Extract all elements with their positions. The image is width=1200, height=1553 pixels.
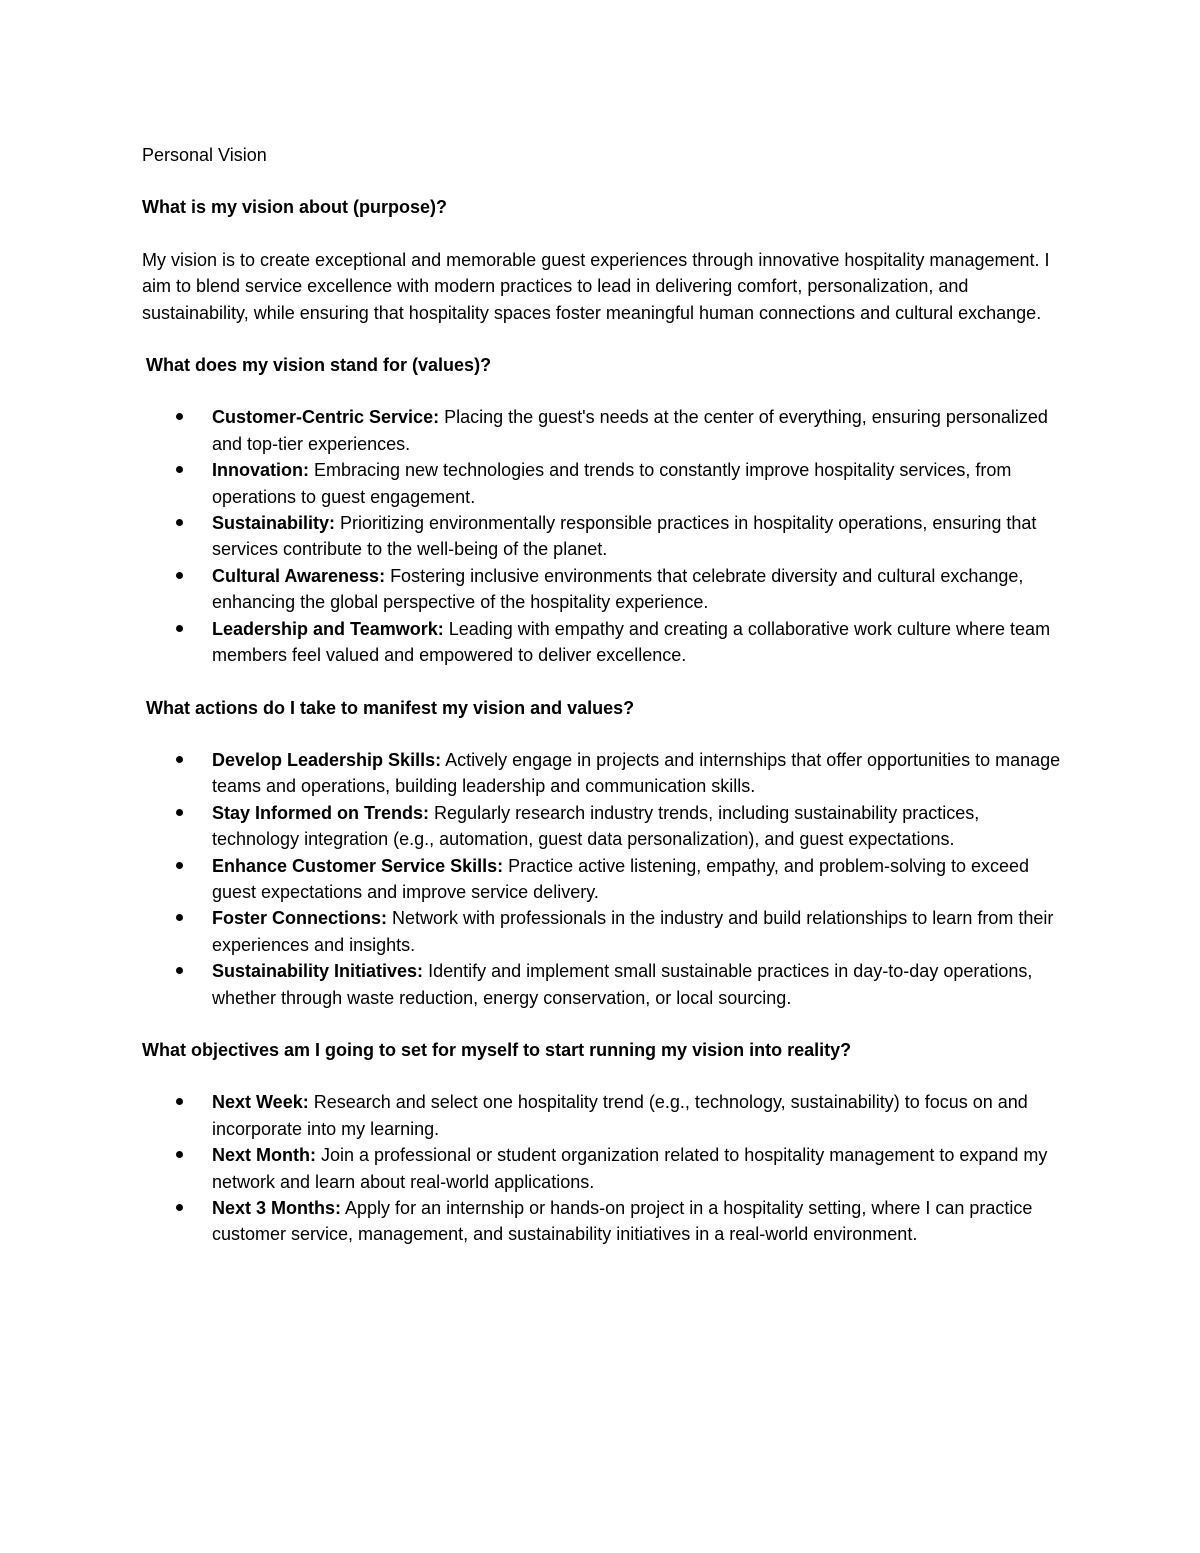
list-item-term: Sustainability Initiatives: <box>212 961 424 982</box>
bullet-icon <box>176 756 183 763</box>
bullet-icon <box>176 1204 183 1211</box>
list-item-text: Fostering inclusive environments that celebrate diversity and cultural exchange, enhancing the global perspective of the hospitality experience. <box>212 565 1024 613</box>
list-item-term: Innovation: <box>212 460 309 481</box>
list-item <box>142 563 1062 616</box>
list-item-text: Embracing new technologies and trends to constantly improve hospitality services, from operations to guest engagement. <box>212 460 1012 507</box>
bullet-icon <box>176 572 183 579</box>
list-item <box>142 905 1062 958</box>
bullet-icon <box>176 413 183 420</box>
bullet-icon <box>176 519 183 526</box>
list-item-term: Next Week: <box>212 1092 309 1113</box>
list-item-term: Develop Leadership Skills: <box>212 749 442 770</box>
actions-list <box>142 747 1062 1011</box>
list-item-term: Sustainability: <box>212 513 336 534</box>
document-title: Personal Vision <box>142 145 267 165</box>
list-item-term: Leadership and Teamwork: <box>212 618 444 639</box>
purpose-paragraph: My vision is to create exceptional and memorable guest experiences through innovative hospitality management. I aim to blend service excellence with modern practices to lead in delivering comfort, personalization, and sustainability, while ensuring that hospitality spaces foster meaningful human connections and cultural exchange. <box>142 249 1050 323</box>
objectives-heading: What objectives am I going to set for myself to start running my vision into reality? <box>142 1039 852 1060</box>
objectives-list <box>142 1089 1062 1247</box>
document-body <box>142 142 1062 1274</box>
list-item-text: Prioritizing environmentally responsible practices in hospitality operations, ensuring that services contribute to the well-being of the planet. <box>212 513 1037 560</box>
bullet-icon <box>176 914 183 921</box>
bullet-icon <box>176 1098 183 1105</box>
list-item-term: Foster Connections: <box>212 908 388 929</box>
list-item <box>142 510 1062 563</box>
list-item-text: Regularly research industry trends, including sustainability practices, technology integration (e.g., automation, guest data personalization), and guest expectations. <box>212 802 980 850</box>
purpose-heading: What is my vision about (purpose)? <box>142 197 448 218</box>
list-item-term: Customer-Centric Service: <box>212 407 440 428</box>
list-item-text: Research and select one hospitality trend (e.g., technology, sustainability) to focus on and incorporate into my learning. <box>212 1092 1028 1139</box>
list-item-text: Practice active listening, empathy, and problem-solving to exceed guest expectations and improve service delivery. <box>212 855 1030 902</box>
list-item-term: Next Month: <box>212 1145 316 1166</box>
list-item <box>142 747 1062 800</box>
list-item-term: Cultural Awareness: <box>212 565 386 586</box>
list-item-text: Identify and implement small sustainable practices in day-to-day operations, whether through waste reduction, energy conservation, or local sourcing. <box>212 961 1033 1008</box>
list-item <box>142 853 1062 906</box>
list-item-text: Placing the guest's needs at the center of everything, ensuring personalized and top-tier experiences. <box>212 407 1048 454</box>
list-item-text: Leading with empathy and creating a collaborative work culture where team members feel valued and empowered to deliver excellence. <box>212 618 1051 666</box>
list-item-text: Join a professional or student organization related to hospitality management to expand my network and learn about real-world applications. <box>212 1145 1048 1192</box>
values-heading: What does my vision stand for (values)? <box>146 355 492 376</box>
list-item <box>142 404 1062 457</box>
bullet-icon <box>176 967 183 974</box>
list-item <box>142 1142 1062 1195</box>
list-item <box>142 800 1062 853</box>
list-item-term: Stay Informed on Trends: <box>212 802 430 823</box>
bullet-icon <box>176 1151 183 1158</box>
bullet-icon <box>176 809 183 816</box>
list-item <box>142 616 1062 669</box>
bullet-icon <box>176 466 183 473</box>
list-item-text: Apply for an internship or hands-on project in a hospitality setting, where I can practice customer service, management, and sustainability initiatives in a real-world environment. <box>212 1198 1033 1245</box>
bullet-icon <box>176 862 183 869</box>
list-item <box>142 958 1062 1011</box>
list-item-text: Network with professionals in the industry and build relationships to learn from their experiences and insights. <box>212 908 1054 955</box>
list-item <box>142 1089 1062 1142</box>
list-item-term: Next 3 Months: <box>212 1198 342 1218</box>
actions-heading: What actions do I take to manifest my vision and values? <box>146 697 635 718</box>
list-item <box>142 1195 1062 1248</box>
values-list <box>142 404 1062 668</box>
list-item <box>142 457 1062 510</box>
bullet-icon <box>176 625 183 632</box>
list-item-text: Actively engage in projects and internships that offer opportunities to manage teams and operations, building leadership and communication skills. <box>212 749 1061 797</box>
list-item-term: Enhance Customer Service Skills: <box>212 855 504 876</box>
